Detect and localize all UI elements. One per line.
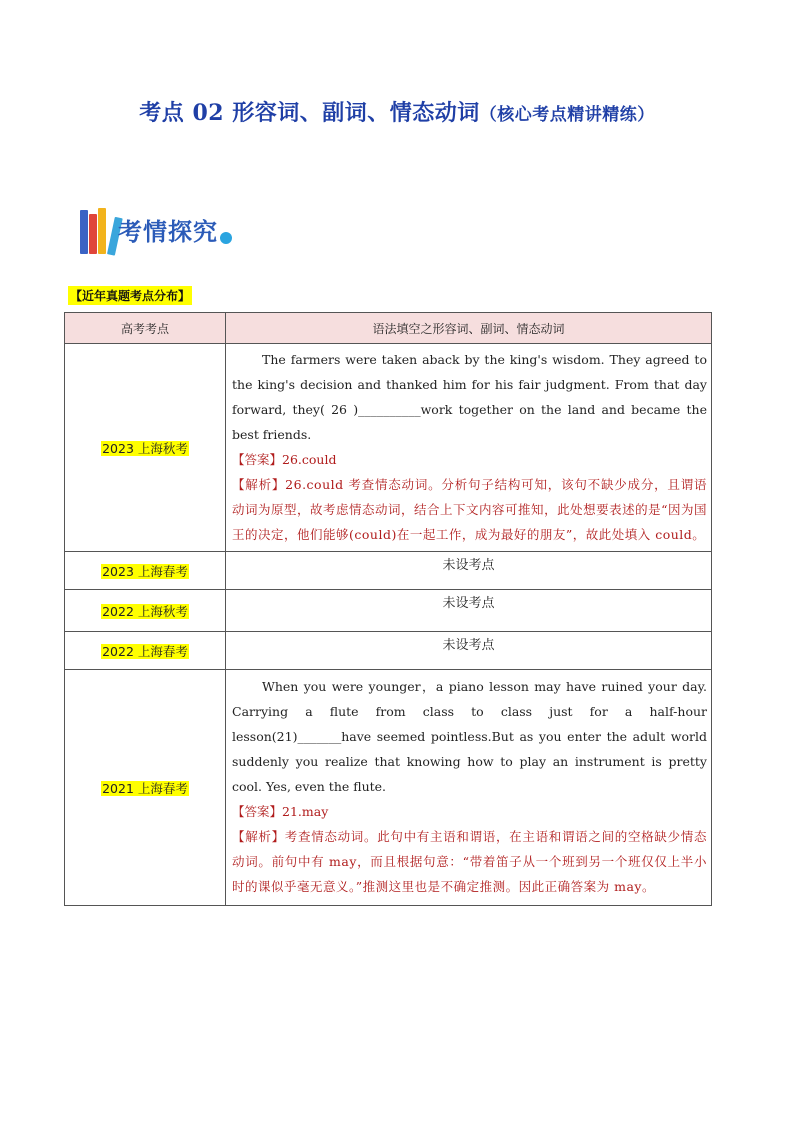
table-row	[65, 552, 712, 590]
answer-value: 21.may	[282, 804, 329, 819]
table-row	[65, 590, 712, 632]
answer-line	[232, 447, 707, 472]
answer-value: 26.could	[282, 451, 337, 467]
page-title-main: 考点 02 形容词、副词、情态动词	[139, 100, 480, 126]
table-row	[65, 632, 712, 670]
note-cell: 未设考点	[226, 632, 712, 670]
passage-text: When you were younger，a piano lesson may have ruined your day. Carrying a flute from class to class just for a half-hour lesson(21)_______have seemed pointless.But as you enter the adult world suddenly you realize that knowing how to play an instrument is pretty cool. Yes, even the flute.	[232, 679, 707, 794]
analysis-text: 考查情态动词。此句中有主语和谓语，在主语和谓语之间的空格缺少情态动词。前句中有 may，而且根据句意：“带着笛子从一个班到另一个班仅仅上半小时的课似乎毫无意义。”推测这里也是不确定推测。因此正确答案为 may。	[232, 829, 707, 894]
page-title	[0, 96, 794, 127]
answer-label: 【答案】	[232, 451, 283, 467]
exam-cell	[65, 552, 226, 590]
distribution-tag: 【近年真题考点分布】	[68, 286, 192, 305]
exam-cell	[65, 632, 226, 670]
exam-label: 2021 上海春考	[102, 780, 188, 796]
exam-label: 2022 上海秋考	[102, 603, 188, 619]
page-title-sub: （核心考点精讲精练）	[479, 105, 655, 125]
section-banner	[80, 204, 230, 256]
exam-label: 2022 上海春考	[102, 643, 188, 659]
exam-label: 2023 上海春考	[102, 563, 188, 579]
analysis-label: 【解析】	[232, 476, 286, 492]
note-cell: 未设考点	[226, 590, 712, 632]
section-banner-label: 考情探究	[118, 218, 218, 246]
analysis-text: 26.could 考查情态动词。分析句子结构可知，该句不缺少成分，且谓语动词为原型，故考虑情态动词，结合上下文内容可推知，此处想要表述的是“因为国王的决定，他们能够(could)在一起工作，成为最好的朋友”，故此处填入 could。	[232, 476, 707, 542]
banner-dot	[220, 232, 232, 244]
exam-cell	[65, 344, 226, 552]
books-icon	[80, 206, 120, 254]
header-topic: 语法填空之形容词、副词、情态动词	[226, 313, 712, 344]
header-exam: 高考考点	[65, 313, 226, 344]
table-row	[65, 344, 712, 552]
table-row	[65, 670, 712, 906]
exam-distribution-table	[64, 312, 712, 906]
analysis-label: 【解析】	[232, 829, 285, 844]
table-header-row	[65, 313, 712, 344]
answer-label: 【答案】	[232, 804, 283, 819]
exam-label: 2023 上海秋考	[102, 440, 188, 456]
content-cell	[226, 344, 712, 552]
exam-cell	[65, 670, 226, 906]
passage-text: The farmers were taken aback by the king's wisdom. They agreed to the king's decision and thanked him for his fair judgment. From that day forward, they( 26 )__________work together on the land and became the best friends.	[232, 351, 707, 442]
analysis-line	[232, 472, 707, 547]
answer-line	[232, 799, 707, 824]
analysis-line	[232, 824, 707, 899]
exam-cell	[65, 590, 226, 632]
content-cell	[226, 670, 712, 906]
note-cell: 未设考点	[226, 552, 712, 590]
